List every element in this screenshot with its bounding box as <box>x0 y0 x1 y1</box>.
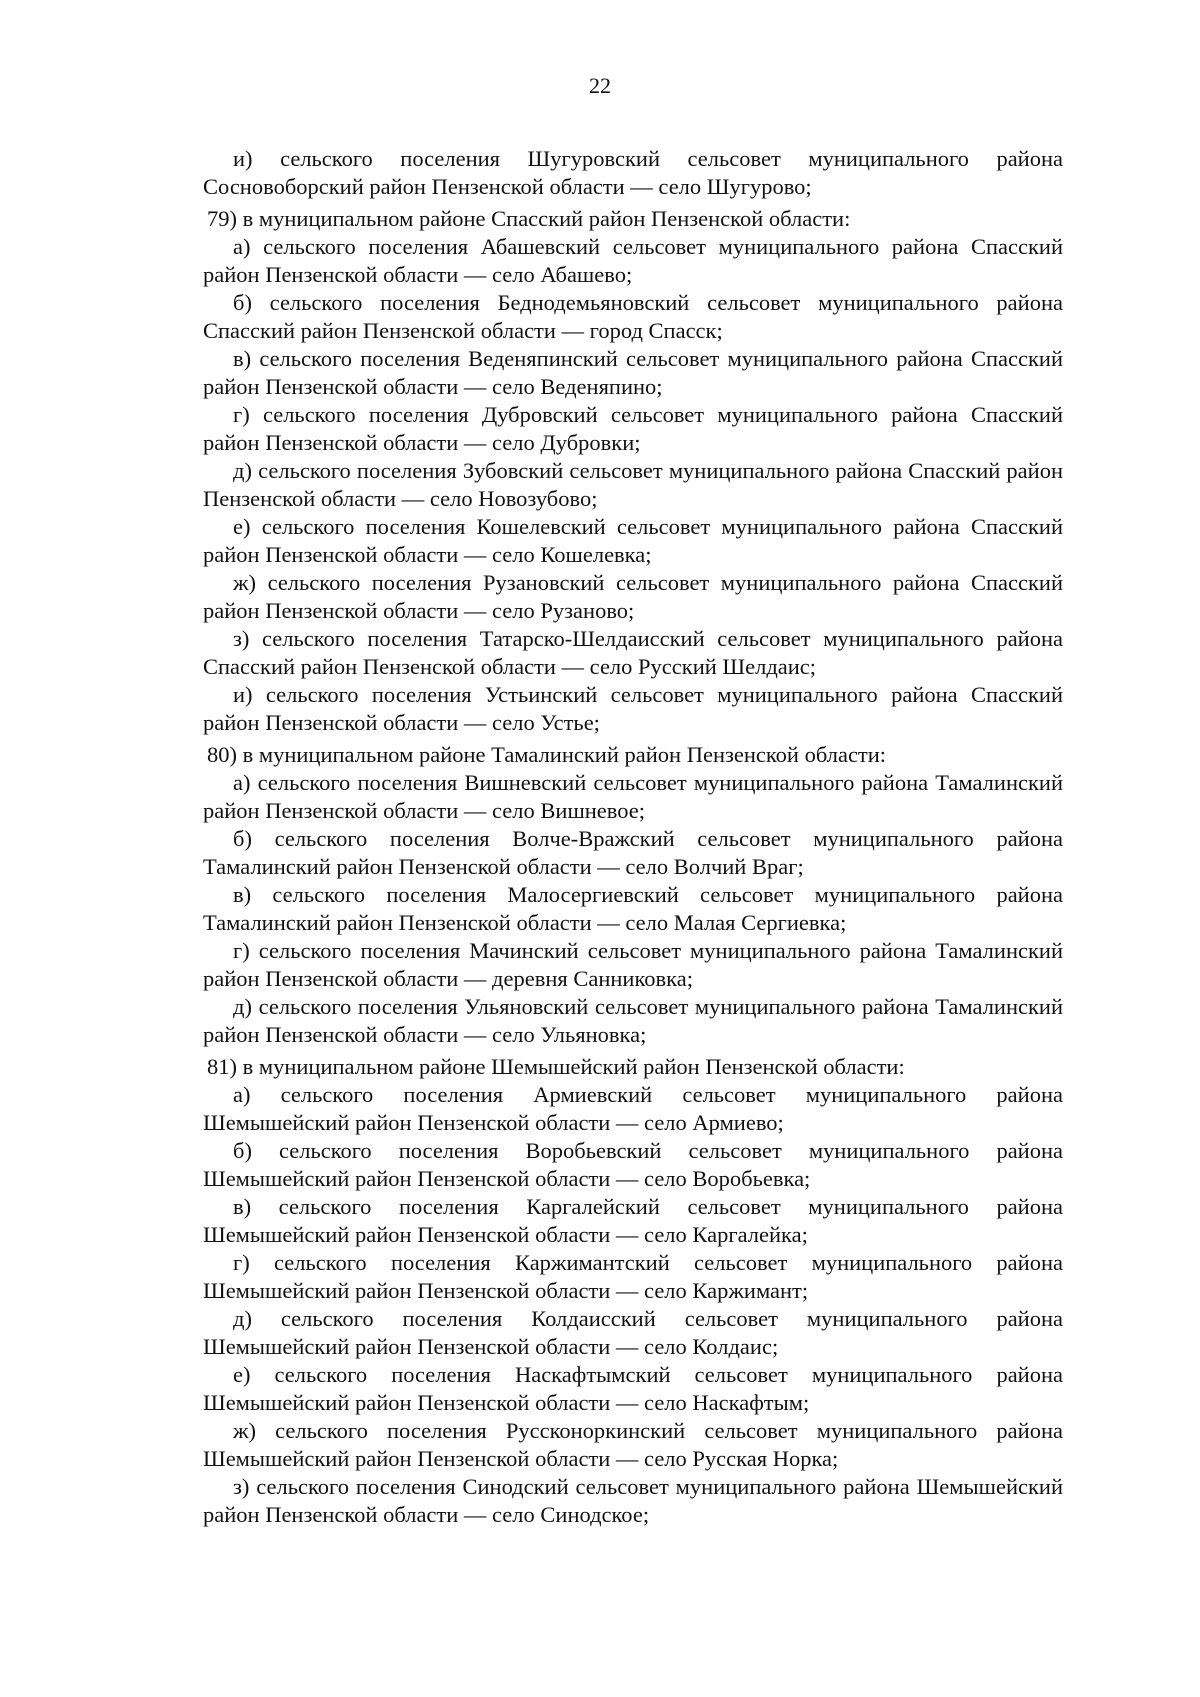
page-number: 22 <box>589 73 611 98</box>
settlement-item: г) сельского поселения Мачинский сельсовет муниципального района Тамалинский район Пензенской области — деревня Санниковка; <box>203 938 1063 991</box>
settlement-item: з) сельского поселения Синодский сельсовет муниципального района Шемышейский район Пензенской области — село Синодское; <box>203 1474 1063 1527</box>
document-body <box>203 145 1063 1529</box>
settlement-item: в) сельского поселения Веденяпинский сельсовет муниципального района Спасский район Пензенской области — село Веденяпино; <box>203 346 1063 399</box>
settlement-item: б) сельского поселения Беднодемьяновский сельсовет муниципального района Спасский район Пензенской области — город Спасск; <box>203 290 1063 343</box>
settlement-item: а) сельского поселения Абашевский сельсовет муниципального района Спасский район Пензенской области — село Абашево; <box>203 234 1063 287</box>
settlement-item: и) сельского поселения Шугуровский сельсовет муниципального района Сосновоборский район Пензенской области — село Шугурово; <box>203 146 1063 199</box>
settlement-item: з) сельского поселения Татарско-Шелдаисский сельсовет муниципального района Спасский район Пензенской области — село Русский Шелдаис; <box>203 626 1063 679</box>
settlement-item: в) сельского поселения Малосергиевский сельсовет муниципального района Тамалинский район Пензенской области — село Малая Сергиевка; <box>203 882 1063 935</box>
settlement-item: ж) сельского поселения Рузановский сельсовет муниципального района Спасский район Пензенской области — село Рузаново; <box>203 570 1063 623</box>
settlement-item: ж) сельского поселения Руссконоркинский сельсовет муниципального района Шемышейский район Пензенской области — село Русская Норка; <box>203 1418 1063 1471</box>
settlement-item: в) сельского поселения Каргалейский сельсовет муниципального района Шемышейский район Пензенской области — село Каргалейка; <box>203 1194 1063 1247</box>
settlement-item: г) сельского поселения Дубровский сельсовет муниципального района Спасский район Пензенской области — село Дубровки; <box>203 402 1063 455</box>
settlement-item: д) сельского поселения Ульяновский сельсовет муниципального района Тамалинский район Пензенской области — село Ульяновка; <box>203 994 1063 1047</box>
settlement-item: б) сельского поселения Воробьевский сельсовет муниципального района Шемышейский район Пензенской области — село Воробьевка; <box>203 1138 1063 1191</box>
settlement-item: а) сельского поселения Армиевский сельсовет муниципального района Шемышейский район Пензенской области — село Армиево; <box>203 1082 1063 1135</box>
settlement-item: д) сельского поселения Зубовский сельсовет муниципального района Спасский район Пензенской области — село Новозубово; <box>203 458 1063 511</box>
settlement-item: е) сельского поселения Наскафтымский сельсовет муниципального района Шемышейский район Пензенской области — село Наскафтым; <box>203 1362 1063 1415</box>
settlement-item: г) сельского поселения Каржимантский сельсовет муниципального района Шемышейский район Пензенской области — село Каржимант; <box>203 1250 1063 1303</box>
settlement-item: д) сельского поселения Колдаисский сельсовет муниципального района Шемышейский район Пензенской области — село Колдаис; <box>203 1306 1063 1359</box>
district-heading: 80) в муниципальном районе Тамалинский район Пензенской области: <box>207 742 887 767</box>
settlement-item: е) сельского поселения Кошелевский сельсовет муниципального района Спасский район Пензенской области — село Кошелевка; <box>203 514 1063 567</box>
district-heading: 79) в муниципальном районе Спасский район Пензенской области: <box>207 206 851 231</box>
settlement-item: и) сельского поселения Устьинский сельсовет муниципального района Спасский район Пензенской области — село Устье; <box>203 682 1063 735</box>
settlement-item: а) сельского поселения Вишневский сельсовет муниципального района Тамалинский район Пензенской области — село Вишневое; <box>203 770 1063 823</box>
district-heading: 81) в муниципальном районе Шемышейский район Пензенской области: <box>207 1054 905 1079</box>
settlement-item: б) сельского поселения Волче-Вражский сельсовет муниципального района Тамалинский район Пензенской области — село Волчий Враг; <box>203 826 1063 879</box>
